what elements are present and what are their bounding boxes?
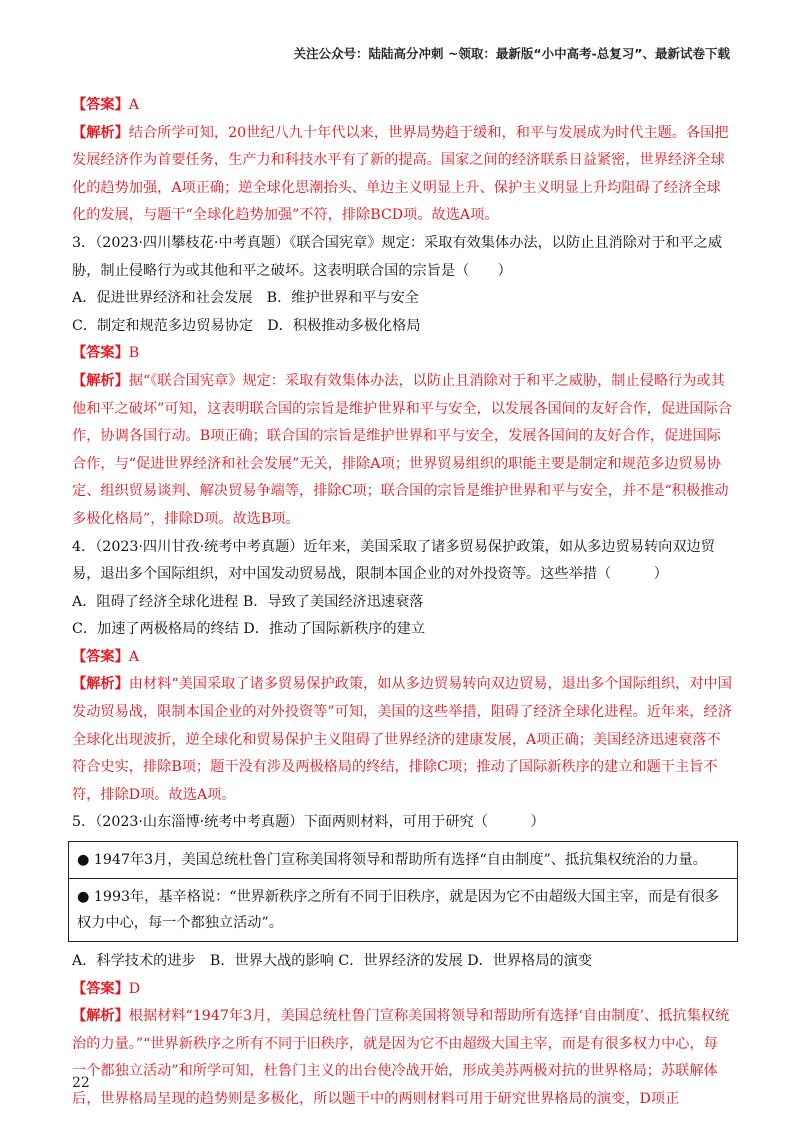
material-item: ● 1993年，基辛格说：“世界新秩序之所有不同于旧秩序，就是因为它不由超级大国主宰，而是有很多权力中心，每一个都独立活动”。 xyxy=(69,878,737,941)
analysis-paragraph xyxy=(72,368,732,534)
analysis-paragraph xyxy=(72,120,732,230)
page-content xyxy=(72,92,732,1114)
answer-tag: 【答案】 xyxy=(72,980,129,997)
answer-value: A xyxy=(128,648,140,665)
analysis-text: 根据材料“1947年3月，美国总统杜鲁门宣称美国将领导和帮助所有选择‘自由制度’、抵抗集权统治的力量。”“世界新秩序之所有不同于旧秩序，就是因为它不由超级大国主宰，而是有很多权力中心，每一个都独立活动”和所学可知，杜鲁门主义的出台使冷战开始，形成美苏两极对抗的世界格局；苏联解体后，世界格局呈现的趋势则是多极化，所以题干中的两则材料可用于研究世界格局的演变，D项正 xyxy=(72,1008,730,1107)
analysis-paragraph xyxy=(72,671,732,809)
answer-line xyxy=(72,340,732,368)
question-stem: 3．（2023·四川攀枝花·中考真题）《联合国宪章》规定：采取有效集体办法，以防止且消除对于和平之威胁，制止侵略行为或其他和平之破坏。这表明联合国的宗旨是（ ） xyxy=(72,234,723,279)
page-number: 22 xyxy=(72,1075,90,1091)
analysis-tag: 【解析】 xyxy=(72,1008,129,1025)
answer-value: A xyxy=(128,97,140,113)
question-options: A．促进世界经济和社会发展 B．维护世界和平与安全 xyxy=(72,290,419,307)
materials-box xyxy=(68,841,738,942)
analysis-tag: 【解析】 xyxy=(72,124,129,141)
analysis-tag: 【解析】 xyxy=(72,372,129,389)
analysis-text: 据“《联合国宪章》规定：采取有效集体办法，以防止且消除对于和平之威胁，制止侵略行为或其他和平之破坏”可知，这表明联合国的宗旨是维护世界和平与安全，以发展各国间的友好合作，促进国际合作，协调各国行动。B项正确；联合国的宗旨是维护世界和平与安全，发展各国间的友好合作，促进国际合作，与“促进世界经济和社会发展”无关，排除A项；世界贸易组织的职能主要是制定和规范多边贸易协定、组织贸易谈判、解决贸易争端等，排除C项；联合国的宗旨是维护世界和平与安全，并不是“积极推动多极化格局”，排除D项。故选B项。 xyxy=(72,372,732,527)
answer-value: B xyxy=(128,345,140,362)
question-options: C．加速了两极格局的终结 D．推动了国际新秩序的建立 xyxy=(72,621,426,638)
answer-tag: 【答案】 xyxy=(72,97,129,113)
answer-tag: 【答案】 xyxy=(72,648,129,665)
material-item: ● 1947年3月，美国总统杜鲁门宣称美国将领导和帮助所有选择“自由制度”、抵抗集权统治的力量。 xyxy=(77,852,707,869)
analysis-paragraph xyxy=(72,1003,732,1113)
answer-value: D xyxy=(128,980,141,997)
analysis-text: 由材料“美国采取了诸多贸易保护政策，如从多边贸易转向双边贸易，退出多个国际组织，对中国发动贸易战，限制本国企业的对外投资等”可知，美国的这些举措，阻碍了经济全球化进程。近年来，经济全球化出现波折，逆全球化和贸易保护主义阻碍了世界经济的建康发展，A项正确；美国经济迅速衰落不符合史实，排除B项；题干没有涉及两极格局的终结，排除C项；推动了国际新秩序的建立和题干主旨不符，排除D项。故选A项。 xyxy=(72,676,732,803)
question-stem: 4．（2023·四川甘孜·统考中考真题）近年来，美国采取了诸多贸易保护政策，如从多边贸易转向双边贸易，退出多个国际组织，对中国发动贸易战，限制本国企业的对外投资等。这些举措（ ） xyxy=(72,538,715,583)
question-options: C．制定和规范多边贸易协定 D．积极推动多极化格局 xyxy=(72,317,421,334)
question-options: A．阻碍了经济全球化进程 B．导致了美国经济迅速衰落 xyxy=(72,593,424,610)
question-stem: 5．（2023·山东淄博·统考中考真题）下面两则材料，可用于研究（ ） xyxy=(72,814,545,831)
question-options: A．科学技术的进步 B．世界大战的影响 C．世界经济的发展 D．世界格局的演变 xyxy=(72,953,593,970)
answer-line xyxy=(72,976,732,1004)
answer-tag: 【答案】 xyxy=(72,345,129,362)
analysis-text: 结合所学可知，20世纪八九十年代以来，世界局势趋于缓和，和平与发展成为时代主题。各国把发展经济作为首要任务，生产力和科技水平有了新的提高。国家之间的经济联系日益紧密，世界经济全球化的趋势加强，A项正确；逆全球化思潮抬头、单边主义明显上升、保护主义明显上升均阻碍了经济全球化的发展，与题干“全球化趋势加强”不符，排除BCD项。故选A项。 xyxy=(72,124,729,224)
page-header: 关注公众号：陆陆高分冲刺 ~领取：最新版“小中高考-总复习”、最新试卷下载 xyxy=(293,46,730,61)
answer-line xyxy=(72,92,732,120)
analysis-tag: 【解析】 xyxy=(72,676,129,693)
answer-line xyxy=(72,644,732,672)
